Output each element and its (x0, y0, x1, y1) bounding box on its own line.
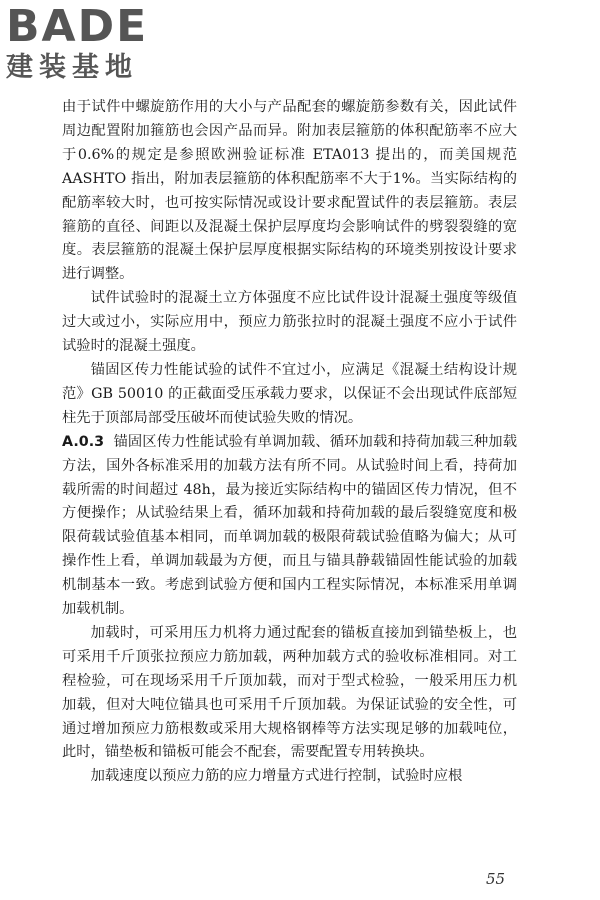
paragraph-6: 加载速度以预应力筋的应力增量方式进行控制，试验时应根 (90, 768, 463, 785)
logo (6, 1, 186, 84)
logo-subtitle: 建装基地 (6, 52, 138, 83)
page-number: 55 (486, 870, 506, 888)
paragraph-3: 锚固区传力性能试验的试件不宜过小，应满足《混凝土结构设计规范》GB 50010 的正截面受压承载力要求，以保证不会出现试件底部短柱先于顶部局部受压破坏而使试验失败的情况。 (62, 361, 517, 426)
logo-mark: BADE (6, 1, 149, 52)
paragraph-4 (62, 431, 517, 622)
clause-number: A.0.3 (62, 433, 105, 450)
document-body (62, 96, 517, 789)
paragraph-2: 试件试验时的混凝土立方体强度不应比试件设计混凝土强度等级值过大或过小，实际应用中，预应力筋张拉时的混凝土强度不应小于试件试验时的混凝土强度。 (62, 290, 517, 355)
paragraph-4-text: 锚固区传力性能试验有单调加载、循环加载和持荷加载三种加载方法，国外各标准采用的加载方法有所不同。从试验时间上看，持荷加载所需的时间超过 48h，最为接近实际结构中的锚固区传力情况，但不方便操作；从试验结果上看，循环加载和持荷加载的最后裂缝宽度和极限荷载试验值基本相同，而单调加载的极限荷载试验值略为偏大；从可操作性上看，单调加载最为方便，而且与锚具静载锚固性能试验的加载机制基本一致。考虑到试验方便和国内工程实际情况，本标准采用单调加载机制。 (62, 433, 518, 618)
paragraph-1: 由于试件中螺旋筋作用的大小与产品配套的螺旋筋参数有关，因此试件周边配置附加箍筋也会因产品而异。附加表层箍筋的体积配筋率不应大于0.6%的规定是参照欧洲验证标准 ETA013 提出的，而美国规范 AASHTO 指出，附加表层箍筋的体积配筋率不大于1%。当实际结构的配筋率较大时，也可按实际情况或设计要求配置试件的表层箍筋。表层箍筋的直径、间距以及混凝土保护层厚度均会影响试件的劈裂裂缝的宽度。表层箍筋的混凝土保护层厚度根据实际结构的环境类别按设计要求进行调整。 (62, 99, 517, 283)
paragraph-5: 加载时，可采用压力机将力通过配套的锚板直接加到锚垫板上，也可采用千斤顶张拉预应力筋加载，两种加载方式的验收标准相同。对工程检验，可在现场采用千斤顶加载，而对于型式检验，一般采用压力机加载，但对大吨位锚具也可采用千斤顶加载。为保证试验的安全性，可通过增加预应力筋根数或采用大规格钢棒等方法实现足够的加载吨位，此时，锚垫板和锚板可能会不配套，需要配置专用转换块。 (62, 624, 517, 761)
